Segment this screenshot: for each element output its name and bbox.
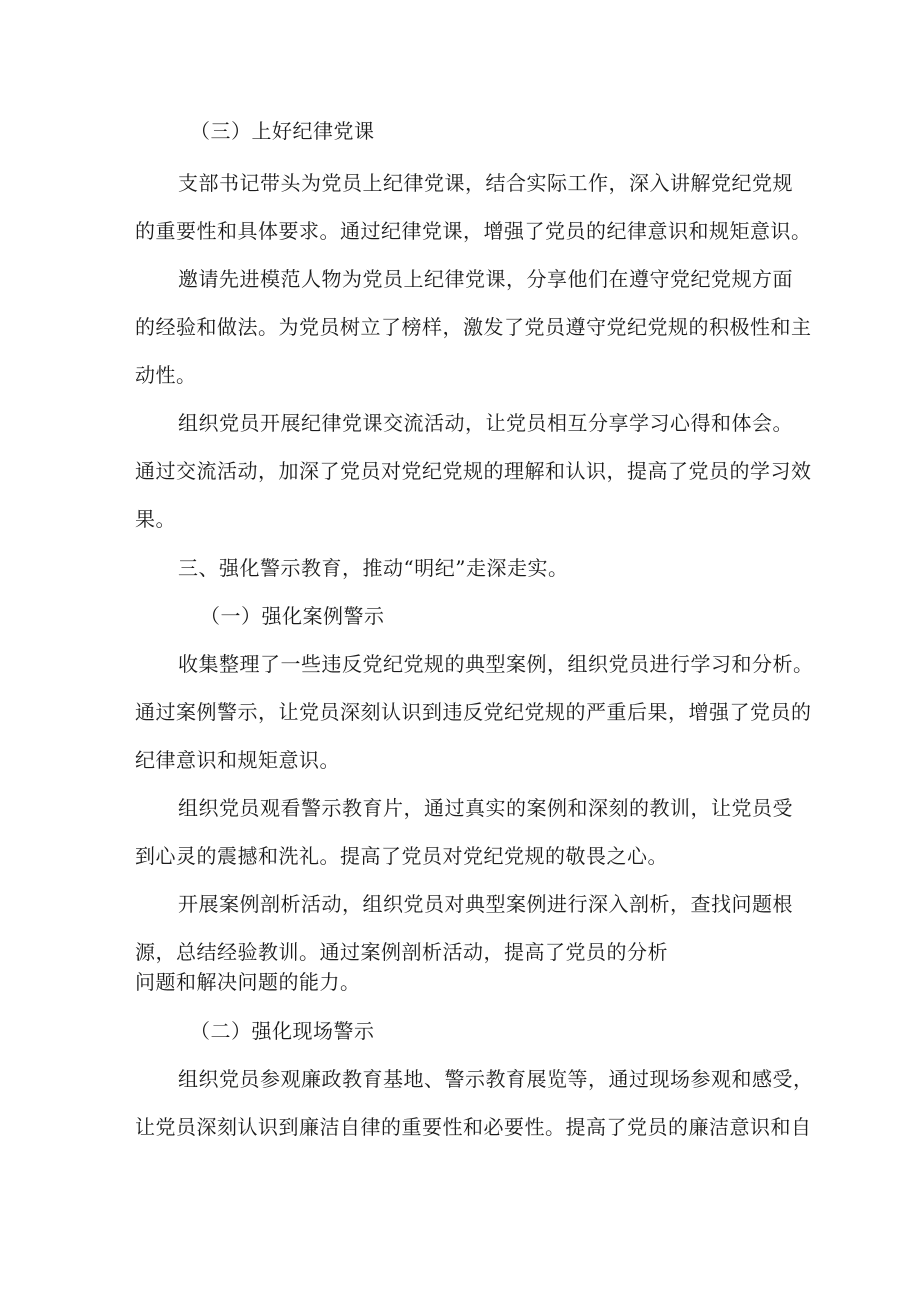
section-heading-3: 三、强化警示教育，推动“明纪”走深走实。 <box>178 556 569 580</box>
subsection-heading-1: （一）强化案例警示 <box>200 604 385 628</box>
paragraph-6-line-2: 源，总结经验教训。通过案例剖析活动，提高了党员的分析 <box>135 940 668 964</box>
paragraph-7-line-2: 让党员深刻认识到廉洁自律的重要性和必要性。提高了党员的廉洁意识和自 <box>135 1115 812 1139</box>
paragraph-6-line-1: 开展案例剖析活动，组织党员对典型案例进行深入剖析，查找问题根 <box>178 892 793 916</box>
paragraph-2-line-3: 动性。 <box>135 363 197 387</box>
paragraph-2-line-2: 的经验和做法。为党员树立了榜样，激发了党员遵守党纪党规的积极性和主 <box>135 315 812 339</box>
paragraph-6-line-3: 问题和解决问题的能力。 <box>135 970 361 994</box>
paragraph-7-line-1: 组织党员参观廉政教育基地、警示教育展览等，通过现场参观和感受， <box>178 1067 814 1091</box>
paragraph-5-line-1: 组织党员观看警示教育片，通过真实的案例和深刻的教训，让党员受 <box>178 796 793 820</box>
paragraph-4-line-1: 收集整理了一些违反党纪党规的典型案例，组织党员进行学习和分析。 <box>178 652 814 676</box>
paragraph-3-line-1: 组织党员开展纪律党课交流活动，让党员相互分享学习心得和体会。 <box>178 411 793 435</box>
subsection-heading-3: （三）上好纪律党课 <box>190 119 375 143</box>
paragraph-2-line-1: 邀请先进模范人物为党员上纪律党课，分享他们在遵守党纪党规方面 <box>178 267 793 291</box>
paragraph-4-line-2: 通过案例警示，让党员深刻认识到违反党纪党规的严重后果，增强了党员的 <box>135 700 812 724</box>
paragraph-4-line-3: 纪律意识和规矩意识。 <box>135 748 340 772</box>
paragraph-1-line-1: 支部书记带头为党员上纪律党课，结合实际工作，深入讲解党纪党规 <box>178 171 793 195</box>
subsection-heading-2: （二）强化现场警示 <box>190 1019 375 1043</box>
paragraph-1-line-2: 的重要性和具体要求。通过纪律党课，增强了党员的纪律意识和规矩意识。 <box>135 219 812 243</box>
paragraph-3-line-3: 果。 <box>135 507 176 531</box>
paragraph-5-line-2: 到心灵的震撼和洗礼。提高了党员对党纪党规的敬畏之心。 <box>135 844 668 868</box>
paragraph-3-line-2: 通过交流活动，加深了党员对党纪党规的理解和认识，提高了党员的学习效 <box>135 459 812 483</box>
